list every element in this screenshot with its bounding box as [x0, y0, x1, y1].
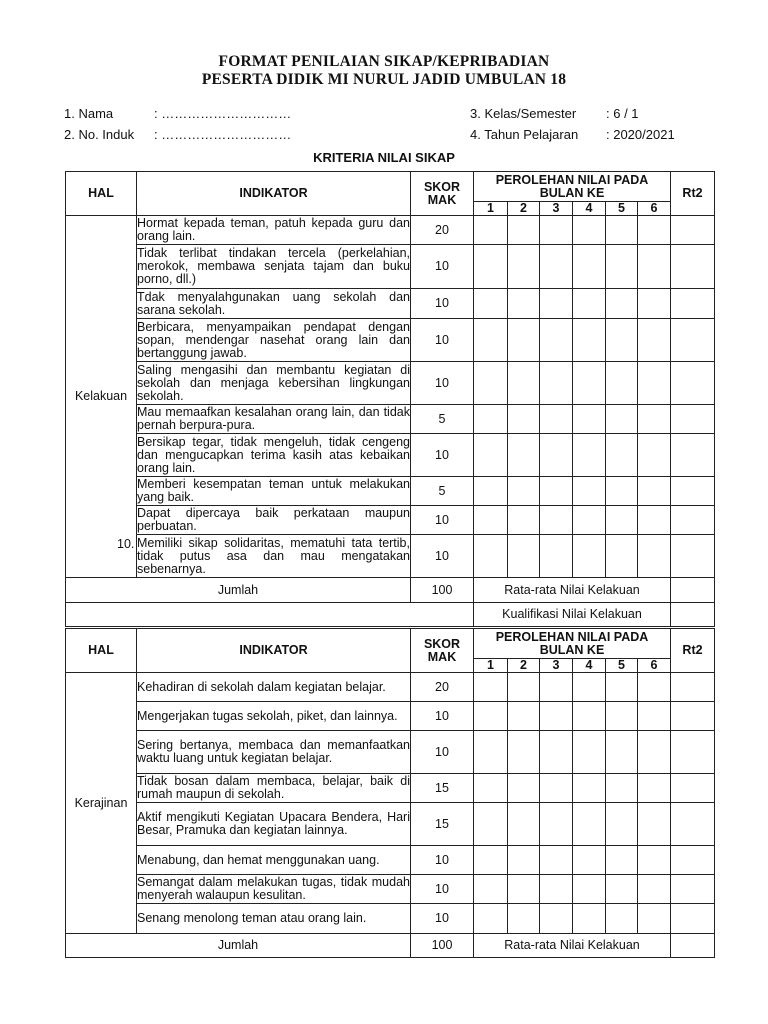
score-cell[interactable]	[474, 216, 508, 245]
score-cell[interactable]	[606, 477, 638, 506]
score-cell[interactable]	[508, 904, 540, 934]
score-cell[interactable]	[540, 731, 573, 774]
indicator-score: 10	[411, 289, 474, 319]
score-cell[interactable]	[540, 362, 573, 405]
month-header: 1	[474, 659, 508, 673]
score-cell[interactable]	[638, 506, 671, 535]
indicator-text: Aktif mengikuti Kegiatan Upacara Bendera, Hari Besar, Pramuka dan kegiatan lainnya.	[137, 803, 411, 846]
score-cell[interactable]	[540, 434, 573, 477]
score-cell[interactable]	[474, 405, 508, 434]
score-cell[interactable]	[573, 405, 606, 434]
no-induk-value: : …………………………	[154, 127, 292, 142]
score-cell[interactable]	[606, 216, 638, 245]
rt2-cell[interactable]	[671, 904, 715, 934]
score-cell[interactable]	[508, 803, 540, 846]
score-cell[interactable]	[573, 477, 606, 506]
score-cell[interactable]	[540, 702, 573, 731]
header-hal: HAL	[66, 172, 137, 216]
score-cell[interactable]	[638, 803, 671, 846]
indicator-text: Mau memaafkan kesalahan orang lain, dan tidak pernah berpura-pura.	[137, 405, 410, 432]
month-header: 4	[573, 202, 606, 216]
score-cell[interactable]	[508, 731, 540, 774]
indicator-score: 10	[411, 506, 474, 535]
rt2-cell[interactable]	[671, 362, 715, 405]
score-cell[interactable]	[474, 904, 508, 934]
score-cell[interactable]	[540, 846, 573, 875]
score-cell[interactable]	[474, 506, 508, 535]
score-cell[interactable]	[573, 904, 606, 934]
kualifikasi-cell[interactable]	[671, 603, 715, 627]
score-cell[interactable]	[606, 362, 638, 405]
rata-rata-label: Rata-rata Nilai Kelakuan	[474, 578, 671, 603]
score-cell[interactable]	[638, 477, 671, 506]
score-cell[interactable]	[638, 846, 671, 875]
indicator-score: 5	[411, 477, 474, 506]
header-perolehan: PEROLEHAN NILAI PADA BULAN KE	[474, 629, 671, 659]
table-row	[66, 216, 715, 245]
score-cell[interactable]	[638, 216, 671, 245]
header-indikator: INDIKATOR	[137, 629, 411, 673]
score-cell[interactable]	[573, 731, 606, 774]
rt2-cell[interactable]	[671, 245, 715, 289]
score-cell[interactable]	[474, 803, 508, 846]
rt2-cell[interactable]	[671, 289, 715, 319]
score-cell[interactable]	[606, 673, 638, 702]
score-cell[interactable]	[606, 535, 638, 578]
score-cell[interactable]	[573, 362, 606, 405]
score-cell[interactable]	[508, 673, 540, 702]
header-indikator: INDIKATOR	[137, 172, 411, 216]
indicator-text: Hormat kepada teman, patuh kepada guru dan orang lain.	[137, 216, 410, 243]
score-cell[interactable]	[638, 875, 671, 904]
score-cell[interactable]	[606, 434, 638, 477]
table-row	[66, 702, 715, 731]
score-cell[interactable]	[573, 289, 606, 319]
score-cell[interactable]	[606, 875, 638, 904]
score-cell[interactable]	[508, 702, 540, 731]
month-header: 2	[508, 202, 540, 216]
score-cell[interactable]	[508, 774, 540, 803]
rt2-cell[interactable]	[671, 506, 715, 535]
rt2-cell[interactable]	[671, 535, 715, 578]
indicator-text: Dapat dipercaya baik perkataan maupun perbuatan.	[137, 506, 410, 533]
score-cell[interactable]	[573, 319, 606, 362]
indicator-text: Memberi kesempatan teman untuk melakukan yang baik.	[137, 477, 410, 504]
jumlah-row	[66, 934, 715, 958]
tahun-pelajaran-value: : 2020/2021	[606, 127, 675, 142]
score-cell[interactable]	[508, 319, 540, 362]
table-row	[66, 289, 715, 319]
month-header: 5	[606, 202, 638, 216]
table-row	[66, 535, 715, 578]
score-cell[interactable]	[573, 506, 606, 535]
indicator-text: Bersikap tegar, tidak mengeluh, tidak cengeng dan mengucapkan terima kasih atas kebaikan orang lain.	[137, 434, 410, 475]
score-cell[interactable]	[508, 875, 540, 904]
indicator-text: Mengerjakan tugas sekolah, piket, dan lainnya.	[137, 702, 411, 731]
table-row	[66, 405, 715, 434]
category-kerajinan: Kerajinan	[66, 673, 137, 934]
header-rt2: Rt2	[671, 629, 715, 673]
score-cell[interactable]	[508, 506, 540, 535]
table-row	[66, 477, 715, 506]
score-cell[interactable]	[540, 319, 573, 362]
table-row	[66, 319, 715, 362]
kualifikasi-row	[66, 603, 715, 627]
score-cell[interactable]	[474, 245, 508, 289]
table-row	[66, 673, 715, 702]
score-cell[interactable]	[540, 875, 573, 904]
indicator-score: 15	[411, 803, 474, 846]
score-cell[interactable]	[638, 245, 671, 289]
score-cell[interactable]	[606, 506, 638, 535]
rt2-cell[interactable]	[671, 875, 715, 904]
indicator-text: Berbicara, menyampaikan pendapat dengan sopan, mendengar nasehat orang lain dan bertanggung jawab.	[137, 319, 410, 360]
score-cell[interactable]	[508, 477, 540, 506]
month-header: 4	[573, 659, 606, 673]
score-cell[interactable]	[638, 405, 671, 434]
score-cell[interactable]	[606, 245, 638, 289]
kerajinan-table	[65, 628, 715, 958]
tahun-pelajaran-label: 4. Tahun Pelajaran	[470, 127, 579, 142]
month-header: 1	[474, 202, 508, 216]
rt2-cell[interactable]	[671, 803, 715, 846]
empty-cell	[66, 603, 474, 627]
item-number-10: 10.	[117, 537, 135, 551]
score-cell[interactable]	[540, 774, 573, 803]
jumlah-label: Jumlah	[66, 578, 411, 603]
indicator-text: Memiliki sikap solidaritas, mematuhi tata tertib, tidak putus asa dan mau mengatakan sebenarnya.	[137, 535, 410, 576]
score-cell[interactable]	[573, 774, 606, 803]
indicator-text: Tidak bosan dalam membaca, belajar, baik di rumah maupun di sekolah.	[137, 774, 410, 801]
score-cell[interactable]	[474, 774, 508, 803]
score-cell[interactable]	[508, 289, 540, 319]
score-cell[interactable]	[508, 405, 540, 434]
score-cell[interactable]	[540, 803, 573, 846]
indicator-score: 10	[411, 245, 474, 289]
score-cell[interactable]	[573, 216, 606, 245]
indicator-text: Sering bertanya, membaca dan memanfaatkan waktu luang untuk kegiatan belajar.	[137, 731, 411, 774]
indicator-score: 5	[411, 405, 474, 434]
indicator-score: 10	[411, 904, 474, 934]
rt2-cell[interactable]	[671, 731, 715, 774]
jumlah-value: 100	[411, 934, 474, 958]
score-cell[interactable]	[540, 506, 573, 535]
indicator-score: 10	[411, 319, 474, 362]
rt2-cell[interactable]	[671, 702, 715, 731]
table-row	[66, 506, 715, 535]
score-cell[interactable]	[474, 362, 508, 405]
score-cell[interactable]	[508, 535, 540, 578]
table-row	[66, 774, 715, 803]
month-header: 3	[540, 202, 573, 216]
rt2-cell[interactable]	[671, 434, 715, 477]
document-title-line-2: PESERTA DIDIK MI NURUL JADID UMBULAN 18	[201, 71, 567, 88]
indicator-score: 10	[411, 434, 474, 477]
score-cell[interactable]	[573, 846, 606, 875]
header-skor-mak: SKOR MAK	[411, 629, 474, 673]
jumlah-value: 100	[411, 578, 474, 603]
table-row	[66, 803, 715, 846]
score-cell[interactable]	[540, 405, 573, 434]
score-cell[interactable]	[474, 289, 508, 319]
score-cell[interactable]	[606, 803, 638, 846]
score-cell[interactable]	[638, 731, 671, 774]
indicator-score: 10	[411, 362, 474, 405]
header-perolehan: PEROLEHAN NILAI PADA BULAN KE	[474, 172, 671, 202]
score-cell[interactable]	[474, 846, 508, 875]
indicator-text: Senang menolong teman atau orang lain.	[137, 904, 411, 934]
score-cell[interactable]	[638, 904, 671, 934]
score-cell[interactable]	[474, 673, 508, 702]
score-cell[interactable]	[638, 319, 671, 362]
rata-rata-label: Rata-rata Nilai Kelakuan	[474, 934, 671, 958]
rt2-cell[interactable]	[671, 319, 715, 362]
indicator-text: Semangat dalam melakukan tugas, tidak mudah menyerah walaupun kesulitan.	[137, 875, 410, 902]
kelakuan-table	[65, 171, 715, 627]
indicator-score: 20	[411, 216, 474, 245]
score-cell[interactable]	[474, 875, 508, 904]
score-cell[interactable]	[573, 803, 606, 846]
score-cell[interactable]	[606, 846, 638, 875]
nama-label: 1. Nama	[64, 106, 114, 121]
indicator-text: Tidak terlibat tindakan tercela (perkelahian, merokok, membawa senjata tajam dan buku porno, dll.)	[137, 245, 411, 289]
rt2-cell[interactable]	[671, 846, 715, 875]
score-cell[interactable]	[540, 245, 573, 289]
month-header: 6	[638, 202, 671, 216]
score-cell[interactable]	[474, 702, 508, 731]
score-cell[interactable]	[638, 434, 671, 477]
score-cell[interactable]	[508, 846, 540, 875]
score-cell[interactable]	[474, 319, 508, 362]
rt2-cell[interactable]	[671, 405, 715, 434]
score-cell[interactable]	[573, 535, 606, 578]
score-cell[interactable]	[638, 702, 671, 731]
month-header: 5	[606, 659, 638, 673]
score-cell[interactable]	[638, 774, 671, 803]
month-header: 6	[638, 659, 671, 673]
indicator-text: Menabung, dan hemat menggunakan uang.	[137, 846, 411, 875]
score-cell[interactable]	[474, 477, 508, 506]
score-cell[interactable]	[573, 434, 606, 477]
indicator-score: 15	[411, 774, 474, 803]
score-cell[interactable]	[606, 904, 638, 934]
indicator-text: Kehadiran di sekolah dalam kegiatan belajar.	[137, 673, 411, 702]
score-cell[interactable]	[638, 362, 671, 405]
score-cell[interactable]	[606, 289, 638, 319]
rata-rata-cell[interactable]	[671, 578, 715, 603]
indicator-score: 10	[411, 731, 474, 774]
rt2-cell[interactable]	[671, 774, 715, 803]
score-cell[interactable]	[606, 731, 638, 774]
header-rt2: Rt2	[671, 172, 715, 216]
score-cell[interactable]	[474, 731, 508, 774]
kelas-semester-value: : 6 / 1	[606, 106, 639, 121]
score-cell[interactable]	[540, 216, 573, 245]
score-cell[interactable]	[573, 673, 606, 702]
section-subtitle: KRITERIA NILAI SIKAP	[313, 150, 455, 165]
score-cell[interactable]	[474, 434, 508, 477]
month-header: 3	[540, 659, 573, 673]
no-induk-label: 2. No. Induk	[64, 127, 135, 142]
score-cell[interactable]	[606, 405, 638, 434]
score-cell[interactable]	[540, 535, 573, 578]
indicator-score: 10	[411, 535, 474, 578]
indicator-text: Saling mengasihi dan membantu kegiatan di sekolah dan menjaga kebersihan lingkungan sekolah.	[137, 362, 410, 403]
jumlah-row	[66, 578, 715, 603]
score-cell[interactable]	[540, 673, 573, 702]
indicator-text: Tdak menyalahgunakan uang sekolah dan sarana sekolah.	[137, 289, 410, 317]
header-hal: HAL	[66, 629, 137, 673]
indicator-score: 10	[411, 846, 474, 875]
indicator-score: 10	[411, 875, 474, 904]
score-cell[interactable]	[638, 535, 671, 578]
nama-value: : …………………………	[154, 106, 292, 121]
score-cell[interactable]	[606, 319, 638, 362]
table-row	[66, 434, 715, 477]
rt2-cell[interactable]	[671, 216, 715, 245]
score-cell[interactable]	[573, 245, 606, 289]
table-row	[66, 875, 715, 904]
table-row	[66, 245, 715, 289]
table-row	[66, 731, 715, 774]
jumlah-label: Jumlah	[66, 934, 411, 958]
month-header: 2	[508, 659, 540, 673]
score-cell[interactable]	[508, 216, 540, 245]
score-cell[interactable]	[606, 702, 638, 731]
rata-rata-cell[interactable]	[671, 934, 715, 958]
kelas-semester-label: 3. Kelas/Semester	[470, 106, 577, 121]
score-cell[interactable]	[540, 477, 573, 506]
category-kelakuan: Kelakuan	[66, 216, 137, 578]
table-row	[66, 904, 715, 934]
score-cell[interactable]	[508, 434, 540, 477]
score-cell[interactable]	[540, 904, 573, 934]
indicator-score: 10	[411, 702, 474, 731]
score-cell[interactable]	[573, 875, 606, 904]
header-skor-mak: SKOR MAK	[411, 172, 474, 216]
score-cell[interactable]	[508, 362, 540, 405]
indicator-score: 20	[411, 673, 474, 702]
table-row	[66, 362, 715, 405]
score-cell[interactable]	[508, 245, 540, 289]
score-cell[interactable]	[474, 535, 508, 578]
score-cell[interactable]	[638, 673, 671, 702]
score-cell[interactable]	[540, 289, 573, 319]
rt2-cell[interactable]	[671, 673, 715, 702]
score-cell[interactable]	[573, 702, 606, 731]
score-cell[interactable]	[638, 289, 671, 319]
score-cell[interactable]	[606, 774, 638, 803]
kualifikasi-label: Kualifikasi Nilai Kelakuan	[474, 603, 671, 627]
document-title-line-1: FORMAT PENILAIAN SIKAP/KEPRIBADIAN	[218, 53, 550, 70]
rt2-cell[interactable]	[671, 477, 715, 506]
table-row	[66, 846, 715, 875]
